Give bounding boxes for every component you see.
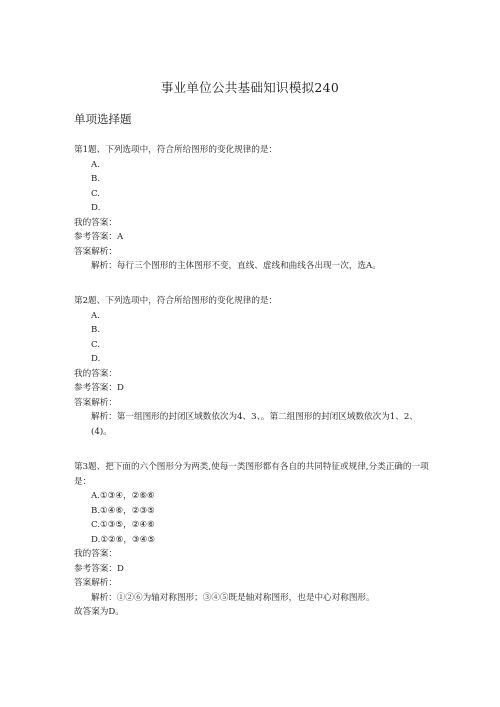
option-a: A. xyxy=(91,310,100,321)
question-2 xyxy=(74,294,434,439)
page-title: 事业单位公共基础知识模拟240 xyxy=(160,80,340,95)
question-stem: 第2题、下列选项中，符合所给图形的变化规律的是： xyxy=(74,296,278,306)
option-c: C. xyxy=(91,339,101,350)
option-d: D. xyxy=(91,354,101,364)
reference-answer: 参考答案：D xyxy=(74,563,124,574)
option-a: A.①③④，②⑥⑥ xyxy=(91,491,155,501)
option-b: B. xyxy=(91,174,101,184)
question-stem: 第3题、把下面的六个图形分为两类,使每一类图形都有各自的共同特征或规律,分类正确的一项是： xyxy=(74,462,429,487)
analysis-label: 答案解析： xyxy=(74,397,117,408)
analysis-conclusion: 故答案为D。 xyxy=(74,607,124,617)
question-stem: 第1题、下列选项中，符合所给图形的变化规律的是： xyxy=(74,145,278,155)
analysis-label: 答案解析： xyxy=(74,246,117,257)
reference-answer: 参考答案：D xyxy=(74,383,124,393)
section-heading: 单项选择题 xyxy=(74,112,132,126)
analysis-text: 解析：①②⑥为轴对称图形；③④⑤既是轴对称图形，也是中心对称图形。 xyxy=(91,592,375,603)
analysis-text: 解析：第一组图形的封闭区域数依次为4、3、。第二组图形的封闭区域数依次为1、2、(4)。 xyxy=(91,412,418,437)
option-b: B. xyxy=(91,325,101,335)
question-1 xyxy=(74,143,434,274)
my-answer: 我的答案： xyxy=(74,368,117,379)
my-answer: 我的答案： xyxy=(74,549,117,559)
option-d: D. xyxy=(91,203,101,213)
analysis-text: 解析：每行三个图形的主体图形不变，直线、虚线和曲线各出现一次，选A。 xyxy=(91,261,381,271)
analysis-label: 答案解析： xyxy=(74,578,117,588)
option-a: A. xyxy=(91,159,100,170)
reference-answer: 参考答案：A xyxy=(74,232,124,242)
my-answer: 我的答案： xyxy=(74,217,117,228)
option-c: C. xyxy=(91,188,101,199)
question-3 xyxy=(74,460,434,620)
option-d: D.①②⑥，③④⑤ xyxy=(91,534,156,545)
option-c: C.①③⑤，②④⑥ xyxy=(91,520,155,530)
option-b: B.①④⑥，②③⑤ xyxy=(91,505,155,516)
